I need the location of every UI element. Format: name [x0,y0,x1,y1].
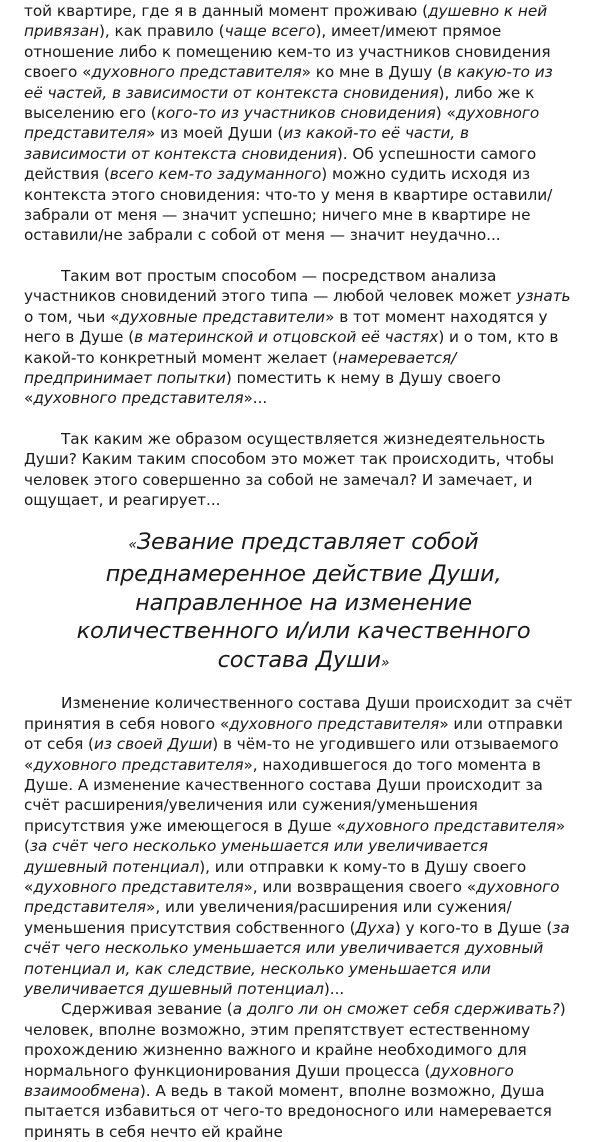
text-segment: ) в чём-то не угодившего или отзываемого « [24,735,559,774]
text-segment: ), как правило ( [98,22,225,41]
text-segment: » или отправки от себя ( [24,714,563,754]
italic-text-segment: из своей Души [93,735,213,754]
italic-text-segment: духовного представителя [91,63,302,82]
italic-text-segment: кого-то из участников сновидения [156,104,436,123]
text-segment: о том, чьи « [24,307,120,326]
italic-text-segment: душевно к ней привязан [24,2,548,41]
text-segment: » в тот момент находятся у него в Душе ( [24,307,548,347]
pull-quote [42,528,565,677]
document-page [0,1,600,1141]
text-segment: ) и о том, кто в какой-то конкретный момент желает ( [24,328,559,367]
text-segment: » из моей Души ( [146,124,284,143]
paragraph-3 [24,429,575,511]
text-segment: ), либо же к выселению его ( [24,83,535,123]
text-segment: ) у кого-то в Душе ( [394,918,553,937]
italic-text-segment: в какую-то из её частей, в зависимости от контекста сновидения [24,63,553,102]
text-segment: »... [243,389,268,408]
italic-text-segment: духовного представителя [24,877,560,917]
italic-text-segment: духовные представители [119,307,326,326]
text-segment: ) человек, вполне возможно, этим препятствует естественному прохождению жизненно важного и крайне необходимого для нормального функционирования Души процесса ( [24,1000,566,1080]
italic-text-segment: духовного представителя [33,389,244,408]
text-segment: ). А ведь в такой момент, вполне возможно, Душа пытается избавиться от чего-то вредоносного или намеревается принять в себя нечто ей крайне [24,1082,552,1141]
italic-text-segment: чаще всего [224,22,316,41]
paragraph-4 [24,693,575,999]
text-segment: », находившегося до того момента в Душе. А изменение качественного состава Души происходит за счёт расширения/увеличения или сужения/уменьшения присутствия уже имеющегося в Душе « [24,755,543,835]
italic-text-segment: Духа [355,918,395,937]
quote-close-mark: » [380,654,390,671]
paragraph-2 [24,266,575,409]
italic-text-segment: узнать [516,287,571,306]
text-segment: ) « [435,104,456,123]
text-segment: той квартире, где я в данный момент проживаю ( [24,2,428,20]
text-segment: Так каким же образом осуществляется жизнедеятельность Души? Каким таким способом это может так происходить, чтобы человек этого совершенно за собой не замечал? И замечает, и ощущает, и реагирует... [24,429,554,509]
text-segment: » ( [24,816,566,856]
italic-text-segment: духовного представителя [229,714,440,733]
italic-text-segment: всего кем-то задуманного [109,165,322,184]
italic-text-segment: а долго ли он сможет себя сдерживать? [232,1000,560,1019]
paragraph-1 [24,1,575,246]
text-segment: », или возвращения своего « [243,877,477,896]
text-segment: ), имеет/имеют прямое отношение либо к помещению кем-то из участников сновидения своего « [24,22,551,82]
text-segment: ) можно судить исходя из контекста этого сновидения: что-то у меня в квартире оставили/забрали от меня — значит успешно; ничего мне в квартире не оставили/не забрали с собой от меня — значит неудачно... [24,165,553,245]
italic-text-segment: за счёт чего несколько уменьшается или увеличивается душевный потенциал [24,837,488,876]
italic-text-segment: за счёт чего несколько уменьшается или увеличивается духовный потенциал и, как следствие, несколько уменьшается или увеличивается душевный потенциал [24,918,570,998]
quote-open-mark: « [128,537,137,554]
text-segment: », или увеличения/расширения или сужения/уменьшения присутствия собственного ( [24,898,512,937]
paragraph-5 [24,999,575,1142]
text-segment: ) поместить к нему в Душу своего « [24,368,501,408]
text-segment: Изменение количественного состава Души происходит за счёт принятия в себя нового « [24,694,573,733]
text-segment: ), или отправки к кому-то в Душу своего « [24,857,527,896]
text-segment: Сдерживая зевание ( [61,1000,233,1019]
text-segment: Таким вот простым способом — посредством анализа участников сновидений этого типа — любой человек может [24,266,517,306]
italic-text-segment: духовного представителя [24,104,540,143]
text-segment: ). Об успешности самого действия ( [24,144,537,184]
italic-text-segment: из какой-то её части, в зависимости от контекста сновидения [24,124,469,163]
italic-text-segment: духовного представителя [33,877,244,896]
italic-text-segment: духовного представителя [33,755,244,774]
italic-text-segment: духовного взаимообмена [24,1061,514,1101]
text-segment: )... [323,980,345,998]
quote-text: Зевание представляет собой преднамеренное действие Души, направленное на изменение количественного и/или качественного состава Души [76,529,531,673]
italic-text-segment: намеревается/предпринимает попытки [24,348,457,387]
italic-text-segment: духовного представителя [345,816,556,835]
text-segment: » ко мне в Душу ( [301,63,444,82]
italic-text-segment: в материнской и отцовской её частях [134,328,439,347]
